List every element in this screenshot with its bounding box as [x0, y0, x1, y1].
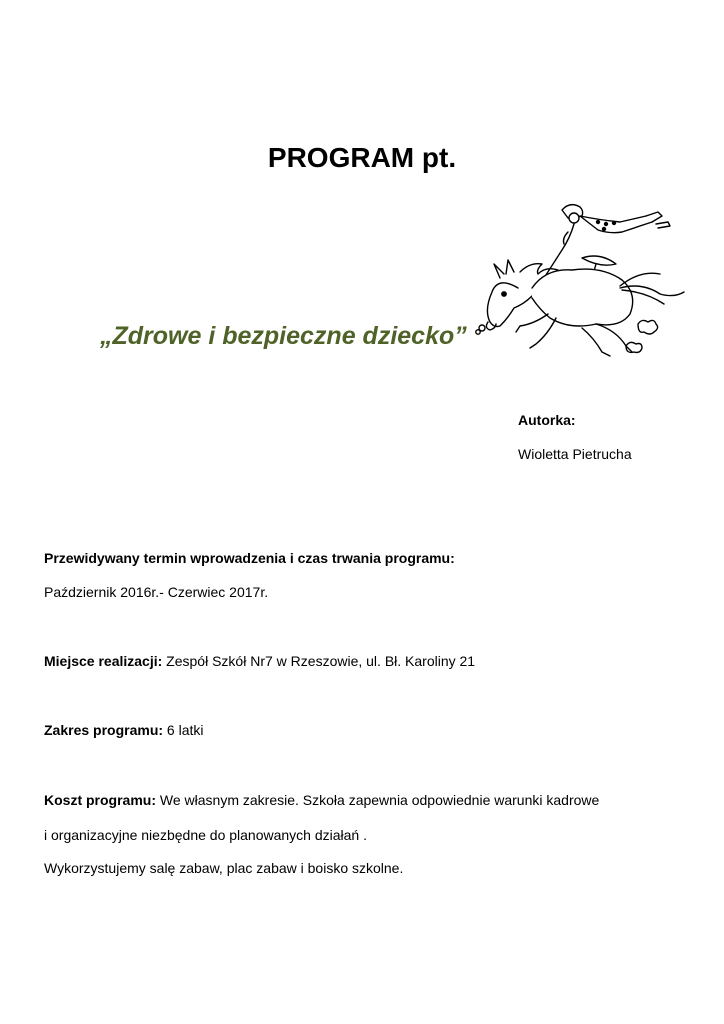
author-name: Wioletta Pietrucha — [518, 446, 632, 462]
cost-value: We własnym zakresie. Szkoła zapewnia odpowiednie warunki kadrowe — [156, 792, 600, 808]
scope-paragraph — [44, 722, 204, 738]
horse-rider-illustration — [470, 196, 686, 358]
term-value: Październik 2016r.- Czerwiec 2017r. — [44, 584, 269, 600]
cost-label: Koszt programu: — [44, 792, 156, 808]
scope-value: 6 latki — [163, 722, 204, 738]
cost-line-2: i organizacyjne niezbędne do planowanych działań . — [44, 827, 367, 843]
place-value: Zespół Szkół Nr7 w Rzeszowie, ul. Bł. Karoliny 21 — [162, 653, 476, 669]
cost-line-3: Wykorzystujemy salę zabaw, plac zabaw i boisko szkolne. — [44, 860, 404, 876]
place-paragraph — [44, 653, 475, 669]
author-label: Autorka: — [518, 412, 576, 428]
place-label: Miejsce realizacji: — [44, 653, 163, 669]
cost-paragraph — [44, 792, 599, 808]
page-title: PROGRAM pt. — [267, 142, 457, 173]
scope-label: Zakres programu: — [44, 722, 164, 738]
term-label: Przewidywany termin wprowadzenia i czas trwania programu: — [44, 550, 455, 566]
program-subtitle: „Zdrowe i bezpieczne dziecko” — [100, 322, 467, 350]
